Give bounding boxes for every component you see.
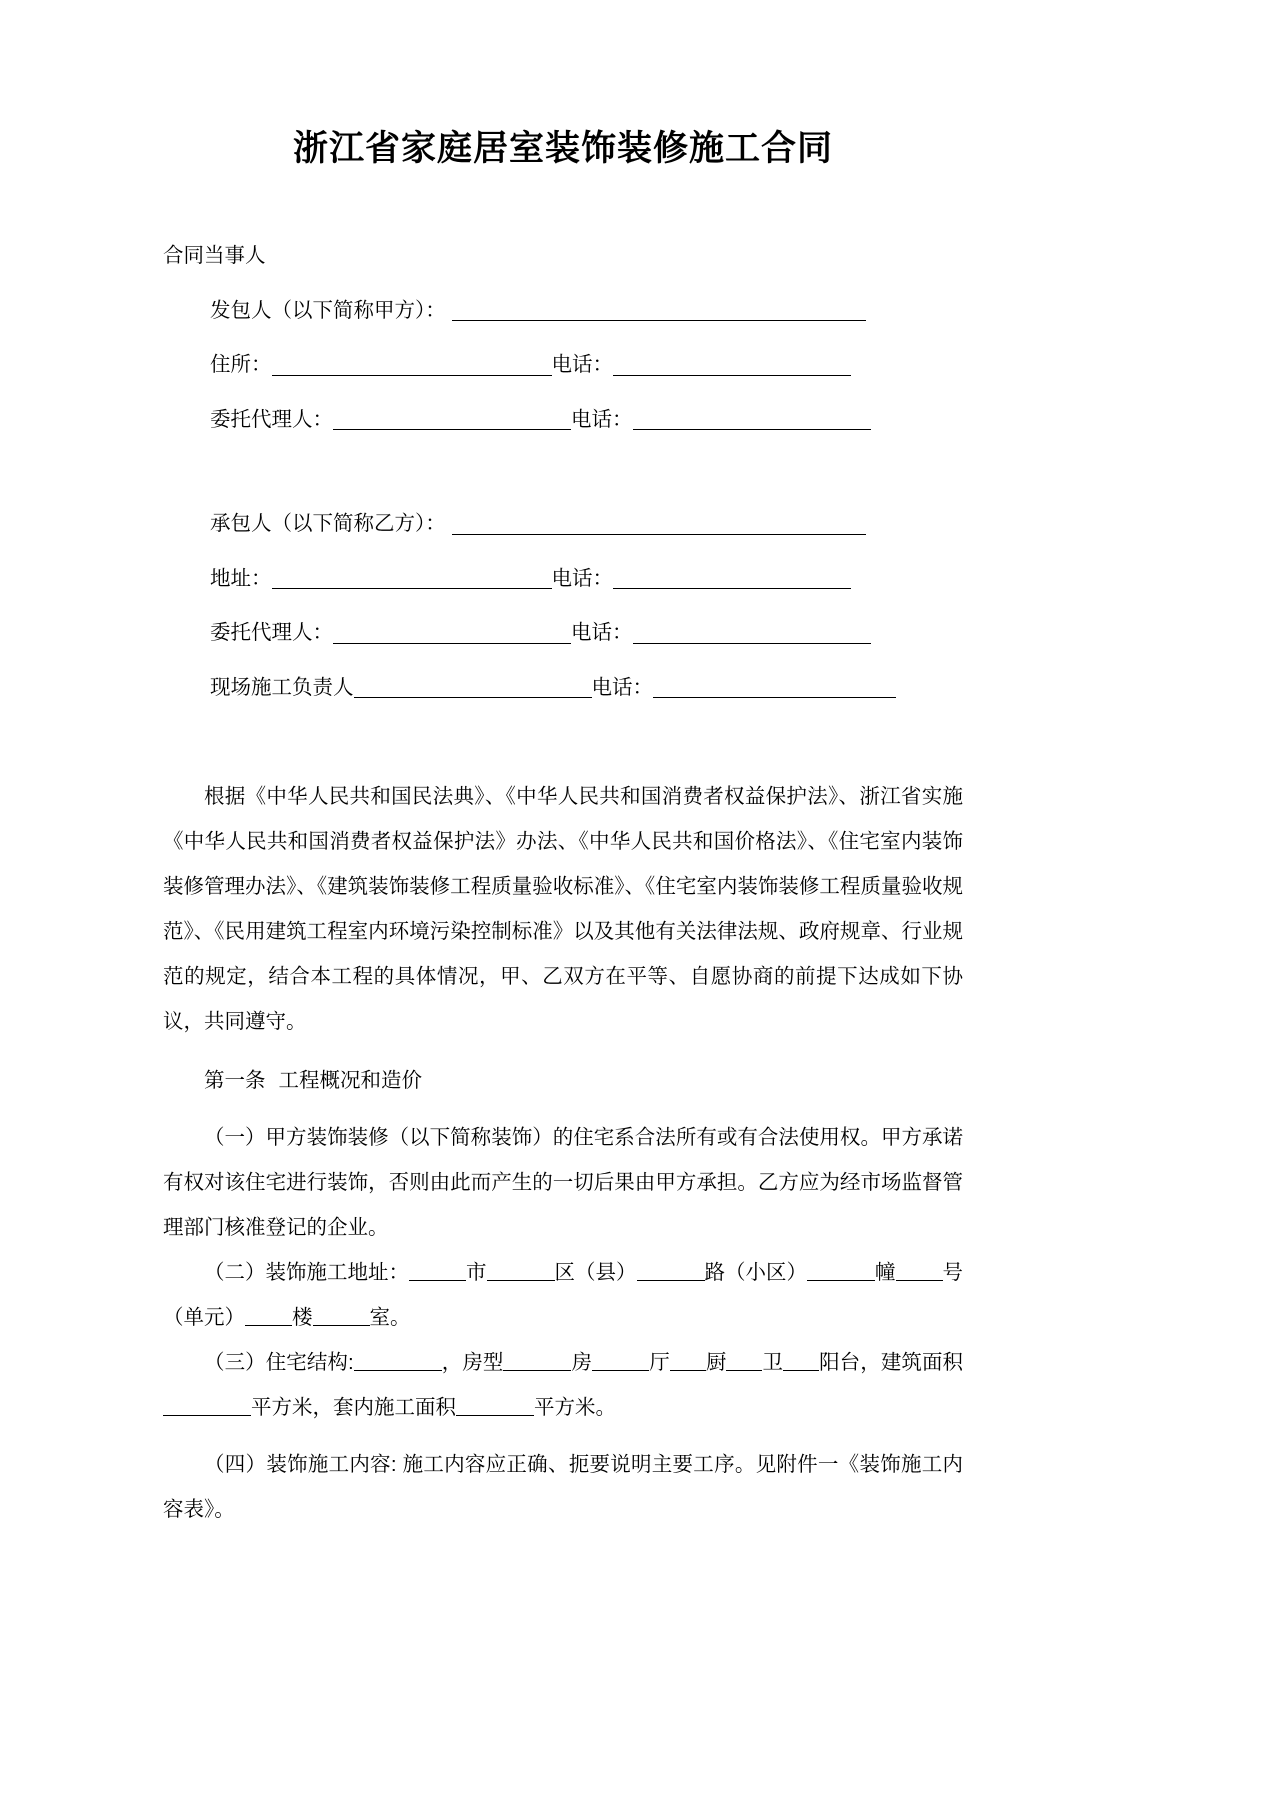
district-input[interactable] xyxy=(487,1263,555,1281)
building-unit: 幢 xyxy=(875,1261,896,1284)
article-1-item-four xyxy=(163,1442,963,1532)
balcony-unit: 阳台，建 xyxy=(819,1351,902,1374)
party-b-name-input[interactable] xyxy=(452,516,866,535)
party-b-site-manager-phone-input[interactable] xyxy=(653,679,896,698)
kitchen-input[interactable] xyxy=(670,1353,706,1371)
item-two-marker: （二） xyxy=(204,1261,266,1284)
article-1-item-two xyxy=(163,1250,963,1340)
article-1-number: 第一条 xyxy=(204,1069,266,1092)
party-a-address-label: 住所： xyxy=(210,353,272,376)
city-unit: 市 xyxy=(466,1261,487,1284)
party-b-agent-phone-input[interactable] xyxy=(633,625,871,644)
house-type-label: 房型 xyxy=(462,1351,504,1374)
road-unit: 路（小区） xyxy=(704,1261,807,1284)
party-a-name-input[interactable] xyxy=(452,302,866,321)
article-1-item-one xyxy=(163,1115,963,1250)
item-two-label: 装饰施工地址： xyxy=(265,1261,409,1284)
rooms-input[interactable] xyxy=(503,1353,571,1371)
inner-area-input[interactable] xyxy=(456,1398,534,1416)
number-unit: 号（单元） xyxy=(163,1261,963,1329)
item-one-marker: （一） xyxy=(204,1126,266,1149)
item-three-marker: （三） xyxy=(204,1351,266,1374)
article-1-item-three xyxy=(163,1340,963,1430)
party-a-name-row xyxy=(163,298,963,322)
preamble-paragraph: 根据《中华人民共和国民法典》、《中华人民共和国消费者权益保护法》、浙江省实施《中华人民共和国消费者权益保护法》办法、《中华人民共和国价格法》、《住宅室内装饰装修管理办法》、《建筑装饰装修工程质量验收标准》、《住宅室内装饰装修工程质量验收规范》、《民用建筑工程室内环境污染控制标准》以及其他有关法律法规、政府规章、行业规范的规定，结合本工程的具体情况，甲、乙双方在平等、自愿协商的前提下达成如下协议，共同遵守。 xyxy=(163,785,963,1033)
party-a-agent-label: 委托代理人： xyxy=(210,407,333,431)
party-b-address-label: 地址： xyxy=(210,566,272,590)
party-a-agent-phone-input[interactable] xyxy=(633,411,871,430)
unit-number-input[interactable] xyxy=(896,1263,943,1281)
party-a-phone-label: 电话： xyxy=(551,353,613,376)
sqm-unit-1: 平方米， xyxy=(251,1396,333,1419)
party-b-phone-label: 电话： xyxy=(551,566,613,590)
building-area-input[interactable] xyxy=(163,1398,251,1416)
party-a-agent-input[interactable] xyxy=(333,411,571,430)
page-title: 浙江省家庭居室装饰装修施工合同 xyxy=(292,129,833,168)
party-a-name-label: 发包人（以下简称甲方）： xyxy=(210,298,446,322)
party-b-agent-input[interactable] xyxy=(333,625,571,644)
item-four-text: 装饰施工内容: 施工内容应正确、扼要说明主要工序。见附件一《装饰施工内容表》。 xyxy=(163,1453,964,1521)
party-b-site-manager-phone-label: 电话： xyxy=(591,675,653,699)
party-a-phone-input[interactable] xyxy=(613,357,851,376)
party-b-agent-row xyxy=(163,623,963,644)
sqm-unit-2: 平方米。 xyxy=(534,1396,616,1419)
party-a-block xyxy=(163,298,963,431)
party-b-site-manager-input[interactable] xyxy=(354,679,592,698)
item-one-text: 甲方装饰装修（以下简称装饰）的住宅系合法所有或有合法使用权。甲方承诺有权对该住宅进行装饰，否则由此而产生的一切后果由甲方承担。乙方应为经市场监督管理部门核准登记的企业。 xyxy=(163,1126,964,1239)
party-a-address-input[interactable] xyxy=(272,357,552,376)
party-b-site-manager-row xyxy=(163,675,963,699)
area-label: 筑面积 xyxy=(901,1351,964,1374)
bathroom-input[interactable] xyxy=(726,1353,762,1371)
rooms-unit: 房 xyxy=(571,1351,593,1374)
party-b-address-input[interactable] xyxy=(272,570,552,589)
party-b-phone-input[interactable] xyxy=(613,570,851,589)
party-b-agent-label: 委托代理人： xyxy=(210,621,333,644)
inner-area-label: 套内施工面积 xyxy=(333,1396,456,1419)
floor-unit: 楼 xyxy=(292,1306,313,1329)
balcony-input[interactable] xyxy=(783,1353,819,1371)
party-a-agent-phone-label: 电话： xyxy=(571,407,633,431)
structure-input[interactable] xyxy=(354,1353,442,1371)
kitchen-unit: 厨 xyxy=(705,1351,727,1374)
halls-input[interactable] xyxy=(592,1353,649,1371)
district-unit: 区（县） xyxy=(554,1261,637,1284)
bathroom-unit: 卫 xyxy=(762,1351,784,1374)
halls-unit: 厅 xyxy=(649,1351,670,1374)
party-b-address-row xyxy=(163,566,963,590)
structure-comma: ， xyxy=(441,1351,463,1374)
item-four-marker: （四） xyxy=(204,1453,267,1476)
party-b-agent-phone-label: 电话： xyxy=(571,621,633,644)
item-three-label: 住宅结构: xyxy=(265,1351,354,1374)
article-1-title: 工程概况和造价 xyxy=(278,1069,422,1092)
city-input[interactable] xyxy=(409,1263,466,1281)
parties-heading: 合同当事人 xyxy=(163,244,266,267)
road-input[interactable] xyxy=(637,1263,705,1281)
floor-input[interactable] xyxy=(245,1308,292,1326)
party-a-agent-row xyxy=(163,407,963,431)
party-b-name-row xyxy=(163,514,963,535)
party-a-address-row xyxy=(163,355,963,376)
article-1-heading xyxy=(163,1058,963,1103)
party-b-site-manager-label: 现场施工负责人 xyxy=(210,675,354,699)
room-unit: 室。 xyxy=(369,1306,411,1329)
building-input[interactable] xyxy=(807,1263,875,1281)
document-content xyxy=(163,0,963,1532)
party-b-block xyxy=(163,514,963,698)
party-b-name-label: 承包人（以下简称乙方）： xyxy=(210,512,446,535)
room-input[interactable] xyxy=(313,1308,370,1326)
